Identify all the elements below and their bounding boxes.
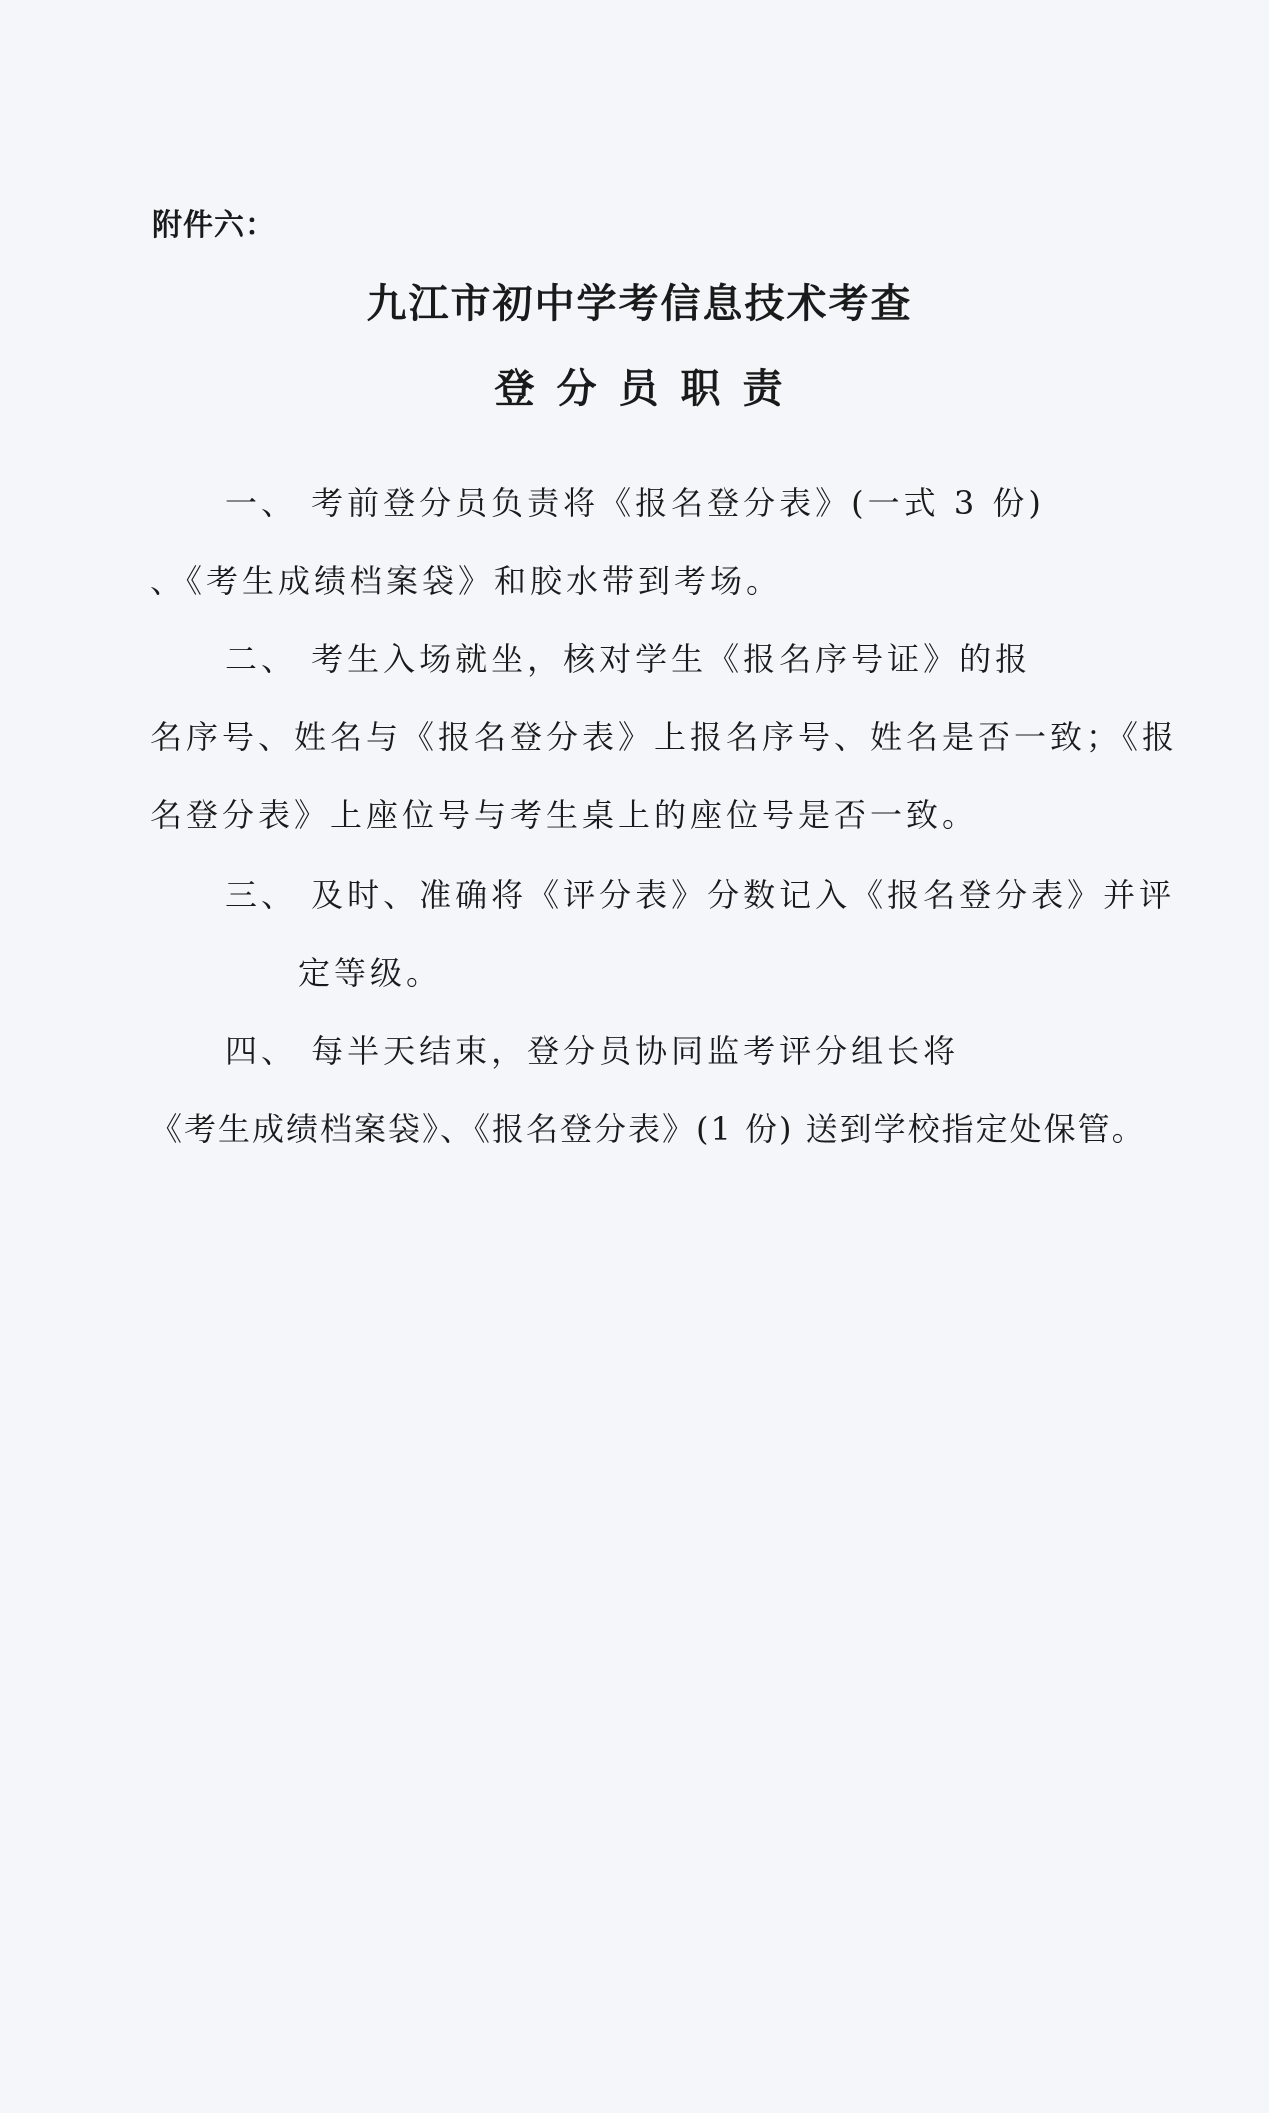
document-title: 九江市初中学考信息技术考查 bbox=[366, 281, 913, 327]
body-line: 一、 考前登分员负责将《报名登分表》(一式 3 份) bbox=[225, 484, 1045, 522]
document-subtitle: 登分员职责 bbox=[494, 366, 805, 412]
body-line: 名序号、姓名与《报名登分表》上报名序号、姓名是否一致；《报 bbox=[150, 718, 1179, 756]
attachment-label: 附件六： bbox=[152, 208, 276, 243]
body-line: 名登分表》上座位号与考生桌上的座位号是否一致。 bbox=[150, 796, 979, 834]
body-line: 二、 考生入场就坐，核对学生《报名序号证》的报 bbox=[225, 640, 1032, 678]
body-line: 定等级。 bbox=[298, 954, 443, 992]
body-line: 四、 每半天结束，登分员协同监考评分组长将 bbox=[225, 1032, 960, 1070]
body-line: 、《考生成绩档案袋》和胶水带到考场。 bbox=[150, 562, 783, 600]
body-line: 三、 及时、准确将《评分表》分数记入《报名登分表》并评 bbox=[225, 876, 1176, 914]
body-line: 《考生成绩档案袋》、《报名登分表》(1 份) 送到学校指定处保管。 bbox=[150, 1110, 1146, 1148]
